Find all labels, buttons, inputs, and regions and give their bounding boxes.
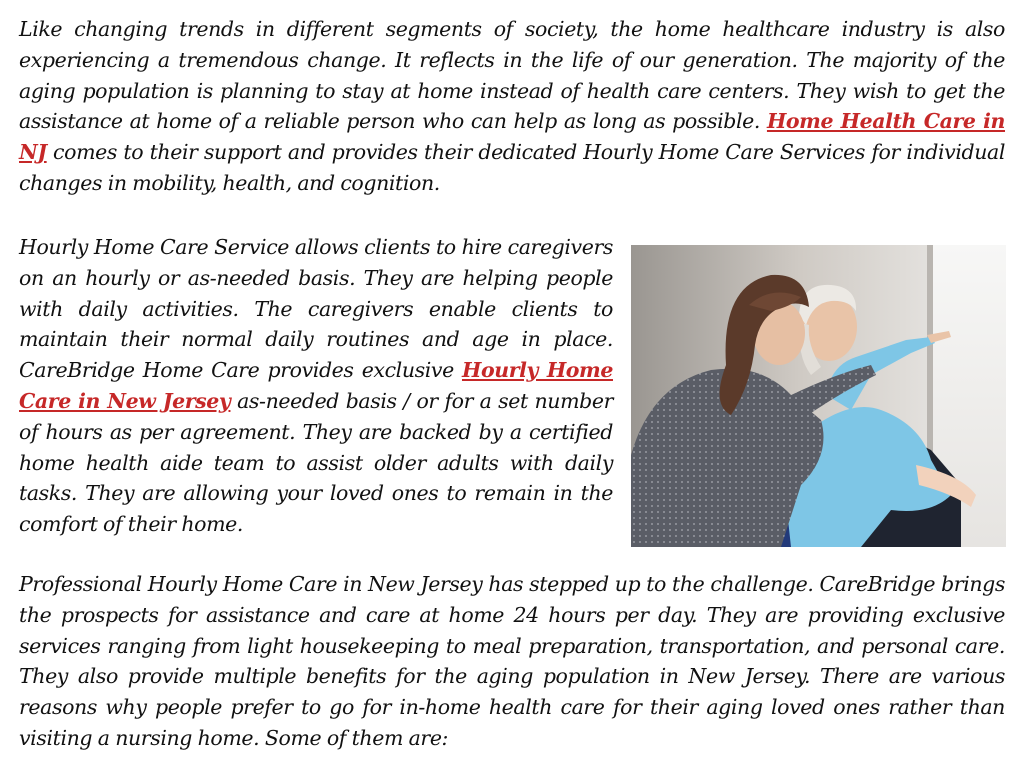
hourly-text-end: as-needed basis / or for a set number of hours as per agreement. They are backed by a certified home health aide team to assist older adults with daily tasks. They are allowing your loved ones to remain in the comfort of their home. (19, 388, 613, 537)
caregiver-elderly-woman-photo (631, 245, 1006, 547)
hourly-text-start: Hourly Home Care Service allows clients to hire caregivers on an hourly or as-needed basis. They are helping people with daily activities. The caregivers enable clients to maintain their normal daily routines and age in place. CareBridge Home Care provides exclusive (19, 235, 613, 383)
intro-text-start: Like changing trends in different segments of society, the home healthcare industry is also experiencing a tremendous change. It reflects in the life of our generation. The majority of the aging population is planning to stay at home instead of health care centers. They wish to get the assistance at home of a reliable person who can help as long as possible. (19, 17, 1005, 134)
intro-text-end: comes to their support and provides their dedicated Hourly Home Care Services for individual changes in mobility, health, and cognition. (19, 140, 1005, 195)
hourly-home-care-nj-link[interactable]: Hourly Home Care in New Jersey (19, 358, 613, 413)
hourly-service-paragraph (19, 232, 613, 540)
home-health-care-nj-link[interactable]: Home Health Care in NJ (19, 109, 1006, 165)
professional-care-paragraph: Professional Hourly Home Care in New Jersey has stepped up to the challenge. CareBridge brings the prospects for assistance and care at home 24 hours per day. They are providing exclusive services ranging from light housekeeping to meal preparation, transportation, and personal care. They also provide multiple benefits for the aging population in New Jersey. There are various reasons why people prefer to go for in-home health care for their aging loved ones rather than visiting a nursing home. Some of them are: (19, 572, 1005, 750)
intro-paragraph (19, 14, 1005, 199)
